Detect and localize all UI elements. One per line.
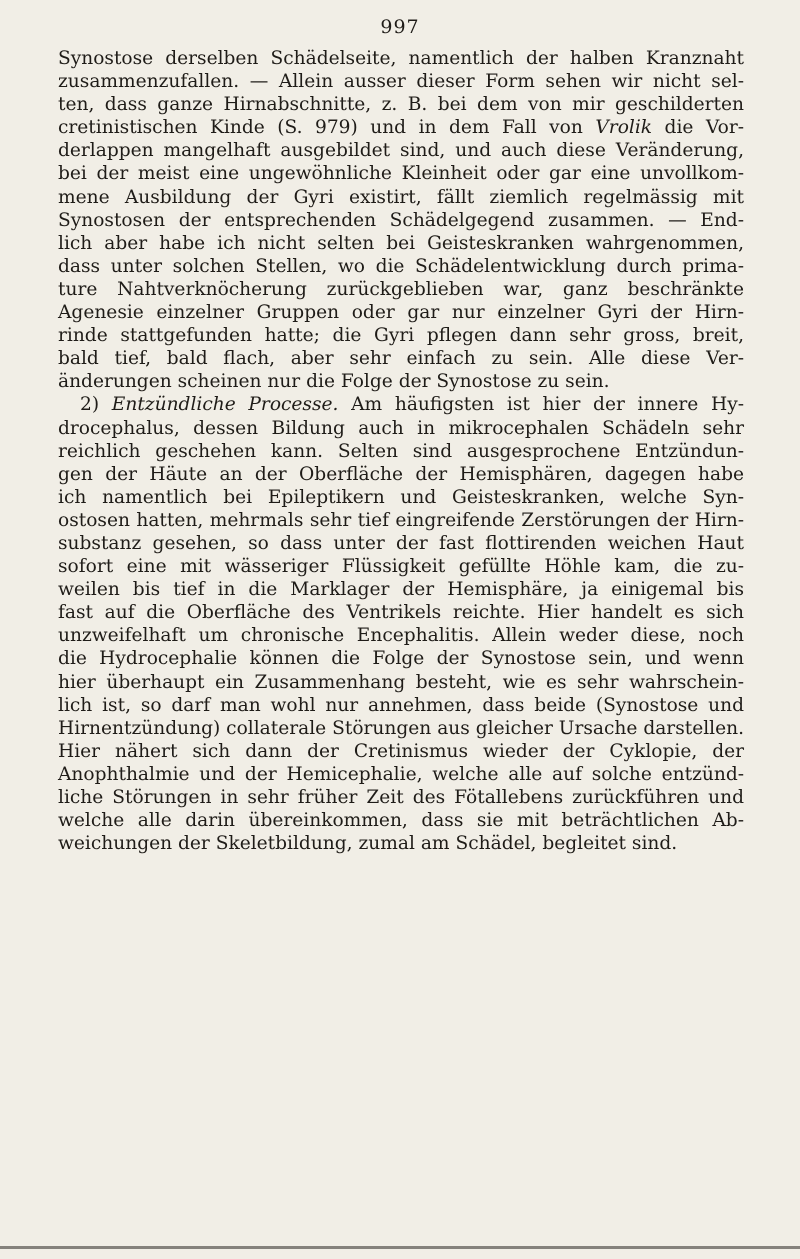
text-segment: die Vor- bbox=[652, 117, 744, 139]
text-line bbox=[58, 209, 744, 232]
page-number: 997 bbox=[380, 16, 420, 38]
text-line bbox=[58, 786, 744, 809]
text-line bbox=[58, 440, 744, 463]
text-line bbox=[58, 532, 744, 555]
body-text bbox=[58, 47, 744, 855]
text-line bbox=[58, 624, 744, 647]
text-line bbox=[58, 763, 744, 786]
text-line bbox=[58, 47, 744, 70]
text-line bbox=[58, 463, 744, 486]
text-segment: 2) bbox=[80, 394, 112, 416]
text-segment: fast auf die Oberfläche des Ventrikels reichte. Hier handelt es sich bbox=[58, 602, 744, 624]
text-line bbox=[58, 70, 744, 93]
text-line bbox=[58, 162, 744, 185]
text-segment: ich namentlich bei Epileptikern und Geisteskranken, welche Syn- bbox=[58, 486, 744, 508]
text-segment: Hirnentzündung) collaterale Störungen aus gleicher Ursache darstellen. bbox=[58, 717, 744, 739]
text-segment: Agenesie einzelner Gruppen oder gar nur einzelner Gyri der Hirn- bbox=[58, 302, 744, 324]
text-line bbox=[58, 301, 744, 324]
italic-text: Vrolik bbox=[595, 117, 653, 139]
text-line bbox=[58, 324, 744, 347]
text-segment: unzweifelhaft um chronische Encephalitis. Allein weder diese, noch bbox=[58, 625, 744, 647]
text-line bbox=[58, 116, 744, 139]
text-segment: rinde stattgefunden hatte; die Gyri pflegen dann sehr gross, breit, bbox=[58, 325, 744, 347]
text-segment: weichungen der Skeletbildung, zumal am Schädel, begleitet sind. bbox=[58, 833, 678, 855]
text-segment: die Hydrocephalie können die Folge der Synostose sein, und wenn bbox=[58, 648, 744, 670]
text-line bbox=[58, 509, 744, 532]
text-line bbox=[58, 232, 744, 255]
text-segment: gen der Häute an der Oberfläche der Hemisphären, dagegen habe bbox=[58, 463, 744, 485]
text-segment: substanz gesehen, so dass unter der fast flottirenden weichen Haut bbox=[58, 532, 744, 554]
text-segment: drocephalus, dessen Bildung auch in mikrocephalen Schädeln sehr bbox=[58, 417, 744, 439]
text-line bbox=[58, 139, 744, 162]
text-line bbox=[58, 832, 744, 855]
text-line bbox=[58, 255, 744, 278]
text-line bbox=[58, 578, 744, 601]
text-segment: ture Nahtverknöcherung zurückgeblieben war, ganz beschränkte bbox=[58, 278, 744, 300]
text-segment: Am häufigsten ist hier der innere Hy- bbox=[338, 394, 744, 416]
text-line bbox=[58, 601, 744, 624]
text-segment: derlappen mangelhaft ausgebildet sind, und auch diese Veränderung, bbox=[58, 140, 744, 162]
text-segment: weilen bis tief in die Marklager der Hemisphäre, ja einigemal bis bbox=[58, 579, 744, 601]
text-line bbox=[58, 186, 744, 209]
text-segment: cretinistischen Kinde (S. 979) und in dem Fall von bbox=[58, 117, 596, 139]
text-segment: lich ist, so darf man wohl nur annehmen, dass beide (Synostose und bbox=[58, 694, 744, 716]
text-segment: änderungen scheinen nur die Folge der Synostose zu sein. bbox=[58, 371, 610, 393]
text-line bbox=[58, 347, 744, 370]
text-segment: Anophthalmie und der Hemicephalie, welche alle auf solche entzünd- bbox=[58, 763, 744, 785]
text-line bbox=[58, 93, 744, 116]
text-line bbox=[58, 809, 744, 832]
text-line bbox=[58, 694, 744, 717]
text-segment: Hier nähert sich dann der Cretinismus wieder der Cyklopie, der bbox=[58, 740, 744, 762]
text-segment: zusammenzufallen. — Allein ausser dieser Form sehen wir nicht sel- bbox=[58, 71, 744, 93]
text-segment: Synostose derselben Schädelseite, namentlich der halben Kranznaht bbox=[58, 48, 744, 69]
text-segment: ostosen hatten, mehrmals sehr tief eingreifende Zerstörungen der Hirn- bbox=[58, 509, 744, 531]
text-segment: lich aber habe ich nicht selten bei Geisteskranken wahrgenommen, bbox=[58, 232, 744, 254]
text-line bbox=[58, 671, 744, 694]
page-edge-line bbox=[0, 1246, 800, 1249]
text-segment: reichlich geschehen kann. Selten sind ausgesprochene Entzündun- bbox=[58, 440, 744, 462]
text-segment: liche Störungen in sehr früher Zeit des Fötallebens zurückführen und bbox=[58, 787, 744, 808]
text-line bbox=[58, 740, 744, 763]
text-segment: hier überhaupt ein Zusammenhang besteht, wie es sehr wahrschein- bbox=[58, 671, 744, 693]
text-segment: ten, dass ganze Hirnabschnitte, z. B. bei dem von mir geschilderten bbox=[58, 94, 744, 116]
text-line bbox=[58, 370, 744, 393]
italic-text: Entzündliche Processe. bbox=[111, 394, 339, 416]
text-line bbox=[58, 393, 744, 416]
text-segment: welche alle darin übereinkommen, dass sie mit beträchtlichen Ab- bbox=[58, 810, 744, 832]
text-line bbox=[58, 486, 744, 509]
text-segment: Synostosen der entsprechenden Schädelgegend zusammen. — End- bbox=[58, 209, 744, 231]
text-segment: bald tief, bald flach, aber sehr einfach zu sein. Alle diese Ver- bbox=[58, 348, 744, 370]
text-segment: mene Ausbildung der Gyri existirt, fällt ziemlich regelmässig mit bbox=[58, 186, 744, 208]
text-line bbox=[58, 717, 744, 740]
text-line bbox=[58, 278, 744, 301]
text-line bbox=[58, 417, 744, 440]
text-segment: dass unter solchen Stellen, wo die Schädelentwicklung durch prima- bbox=[58, 255, 744, 277]
text-line bbox=[58, 555, 744, 578]
text-segment: bei der meist eine ungewöhnliche Kleinheit oder gar eine unvollkom- bbox=[58, 163, 744, 185]
text-segment: sofort eine mit wässeriger Flüssigkeit gefüllte Höhle kam, die zu- bbox=[58, 556, 744, 578]
text-line bbox=[58, 647, 744, 670]
